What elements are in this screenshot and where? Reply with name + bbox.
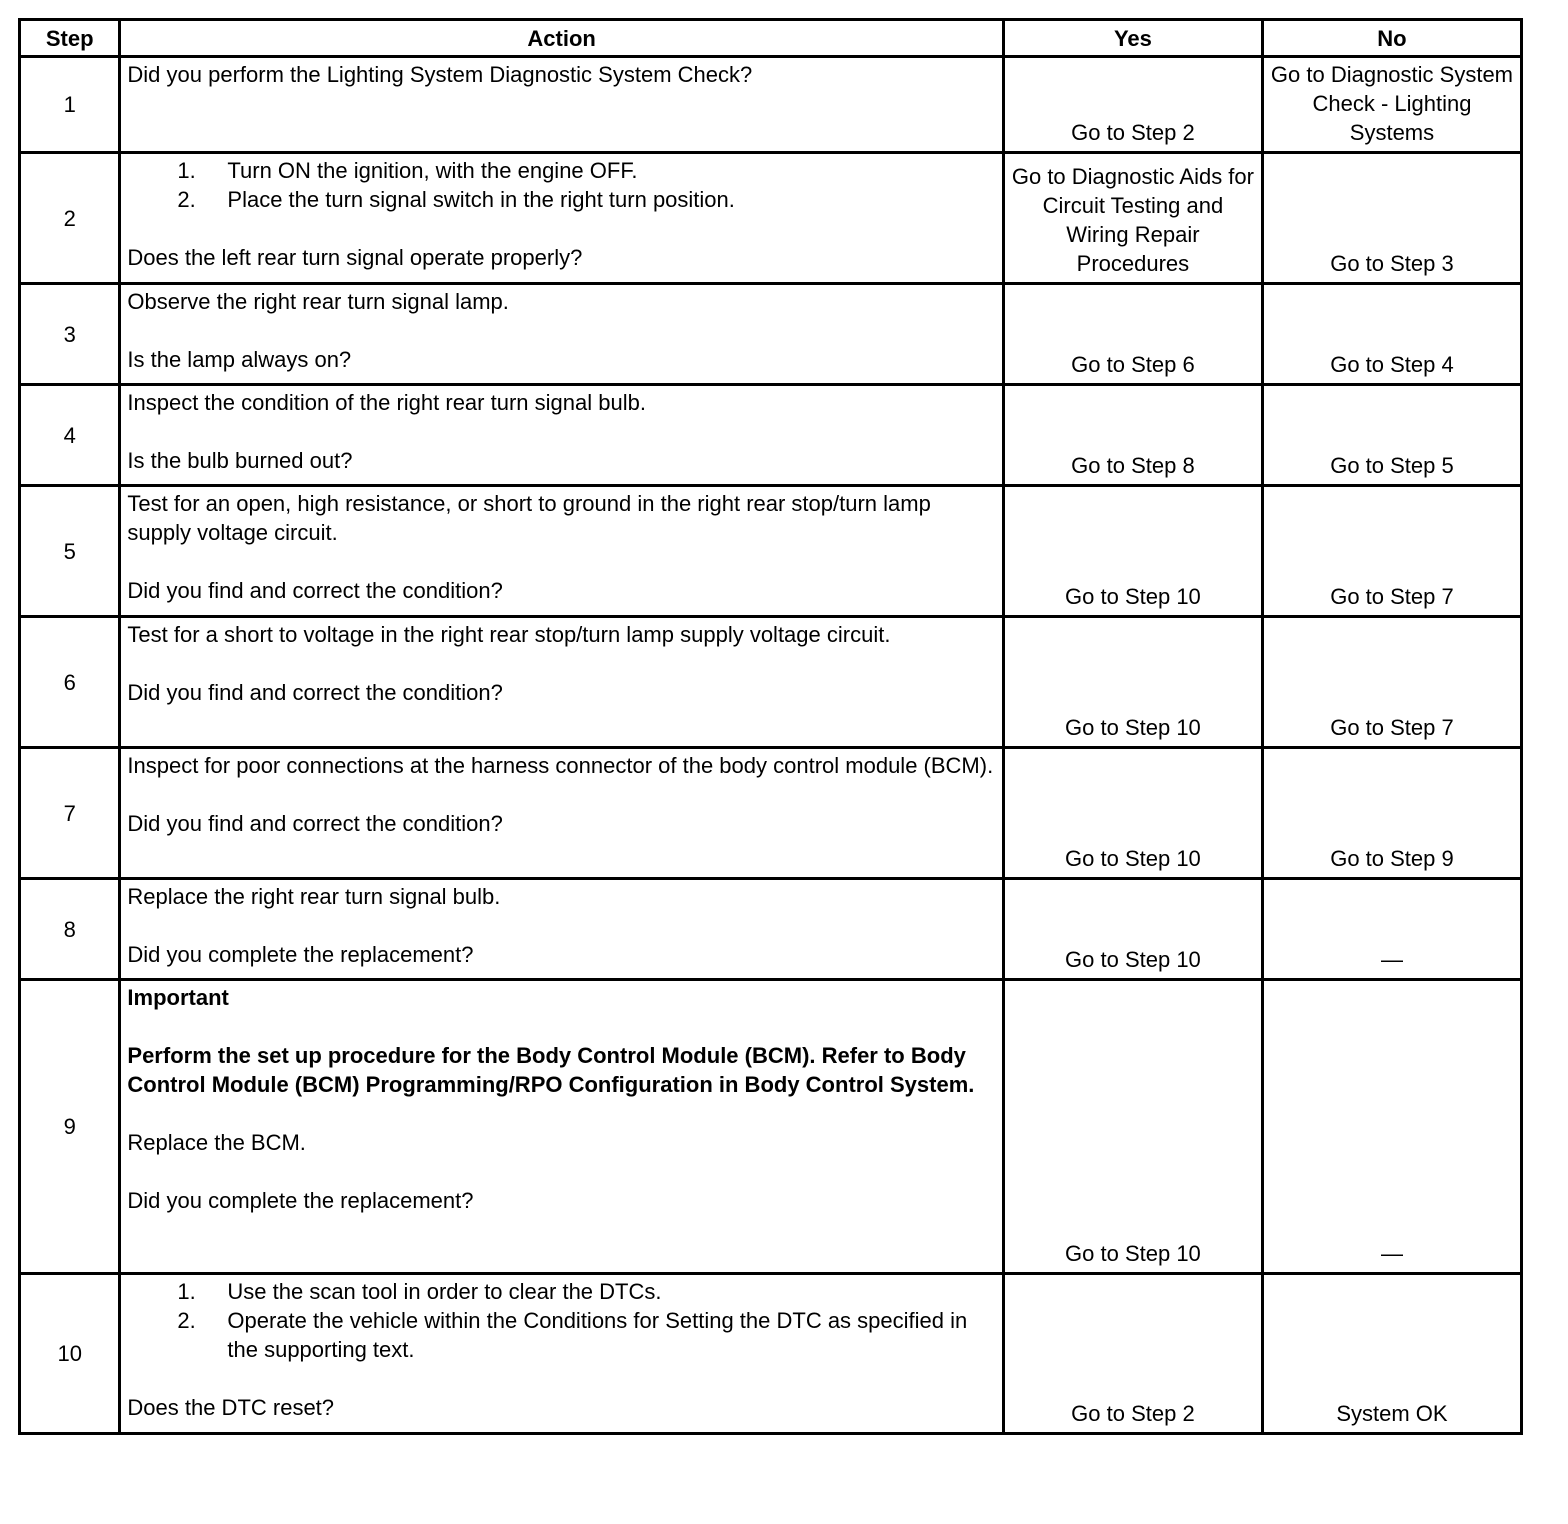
yes-cell: Go to Step 10 (1003, 748, 1262, 879)
action-list (127, 1277, 996, 1364)
yes-cell: Go to Step 6 (1003, 284, 1262, 385)
list-item: 1. Turn ON the ignition, with the engine OFF. (177, 158, 638, 183)
action-cell (120, 748, 1004, 879)
table-row (20, 1274, 1522, 1434)
table-row (20, 284, 1522, 385)
action-cell (120, 486, 1004, 617)
table-row (20, 486, 1522, 617)
list-item: 2. Operate the vehicle within the Conditions for Setting the DTC as specified in the supporting text. (177, 1308, 968, 1362)
step-number: 2 (20, 153, 120, 284)
yes-cell: Go to Step 10 (1003, 980, 1262, 1274)
no-cell: Go to Step 3 (1262, 153, 1521, 284)
list-item: 1. Use the scan tool in order to clear the DTCs. (177, 1279, 662, 1304)
action-cell (120, 980, 1004, 1274)
action-question: Is the lamp always on? (127, 347, 352, 372)
action-text: Did you perform the Lighting System Diagnostic System Check? (127, 62, 753, 87)
step-number: 5 (20, 486, 120, 617)
table-row (20, 748, 1522, 879)
step-number: 6 (20, 617, 120, 748)
action-question: Did you complete the replacement? (127, 1188, 474, 1213)
table-row (20, 980, 1522, 1274)
yes-cell: Go to Step 10 (1003, 486, 1262, 617)
header-row (20, 20, 1522, 57)
table-row (20, 617, 1522, 748)
yes-cell: Go to Step 8 (1003, 385, 1262, 486)
header-action: Action (120, 20, 1004, 57)
no-cell: Go to Step 9 (1262, 748, 1521, 879)
header-step: Step (20, 20, 120, 57)
step-number: 8 (20, 879, 120, 980)
action-question: Is the bulb burned out? (127, 448, 353, 473)
action-text: Inspect for poor connections at the harness connector of the body control module (BCM). (127, 753, 994, 778)
yes-cell: Go to Step 2 (1003, 57, 1262, 153)
step-number: 3 (20, 284, 120, 385)
no-cell: Go to Step 7 (1262, 617, 1521, 748)
step-number: 9 (20, 980, 120, 1274)
action-cell (120, 1274, 1004, 1434)
action-question: Did you find and correct the condition? (127, 680, 503, 705)
action-cell (120, 57, 1004, 153)
no-cell: — (1262, 879, 1521, 980)
important-title: Important (127, 985, 229, 1010)
action-question: Does the DTC reset? (127, 1395, 335, 1420)
step-number: 4 (20, 385, 120, 486)
yes-cell: Go to Step 10 (1003, 617, 1262, 748)
action-cell (120, 284, 1004, 385)
no-cell: Go to Step 7 (1262, 486, 1521, 617)
table-row (20, 879, 1522, 980)
action-text: Test for a short to voltage in the right rear stop/turn lamp supply voltage circuit. (127, 622, 891, 647)
no-cell: Go to Step 4 (1262, 284, 1521, 385)
action-text: Replace the right rear turn signal bulb. (127, 884, 501, 909)
action-text: Observe the right rear turn signal lamp. (127, 289, 509, 314)
table-row (20, 385, 1522, 486)
yes-cell: Go to Diagnostic Aids for Circuit Testing and Wiring Repair Procedures (1003, 153, 1262, 284)
no-cell: Go to Step 5 (1262, 385, 1521, 486)
action-question: Did you find and correct the condition? (127, 811, 503, 836)
action-cell (120, 385, 1004, 486)
action-cell (120, 153, 1004, 284)
yes-cell: Go to Step 10 (1003, 879, 1262, 980)
action-question: Did you find and correct the condition? (127, 578, 503, 603)
action-question: Does the left rear turn signal operate properly? (127, 245, 583, 270)
action-question: Did you complete the replacement? (127, 942, 474, 967)
action-cell (120, 617, 1004, 748)
step-number: 1 (20, 57, 120, 153)
no-cell: System OK (1262, 1274, 1521, 1434)
header-no: No (1262, 20, 1521, 57)
action-list (127, 156, 996, 214)
no-cell: Go to Diagnostic System Check - Lighting Systems (1262, 57, 1521, 153)
no-cell: — (1262, 980, 1521, 1274)
step-number: 10 (20, 1274, 120, 1434)
action-text: Inspect the condition of the right rear turn signal bulb. (127, 390, 646, 415)
action-text: Replace the BCM. (127, 1130, 306, 1155)
header-yes: Yes (1003, 20, 1262, 57)
action-text: Test for an open, high resistance, or short to ground in the right rear stop/turn lamp supply voltage circuit. (127, 491, 931, 545)
yes-cell: Go to Step 2 (1003, 1274, 1262, 1434)
list-item: 2. Place the turn signal switch in the right turn position. (177, 187, 735, 212)
table-row (20, 57, 1522, 153)
action-cell (120, 879, 1004, 980)
table-row (20, 153, 1522, 284)
important-text: Perform the set up procedure for the Body Control Module (BCM). Refer to Body Control Module (BCM) Programming/RPO Configuration in Body Control System. (127, 1043, 975, 1097)
step-number: 7 (20, 748, 120, 879)
diagnostic-table (18, 18, 1523, 1435)
